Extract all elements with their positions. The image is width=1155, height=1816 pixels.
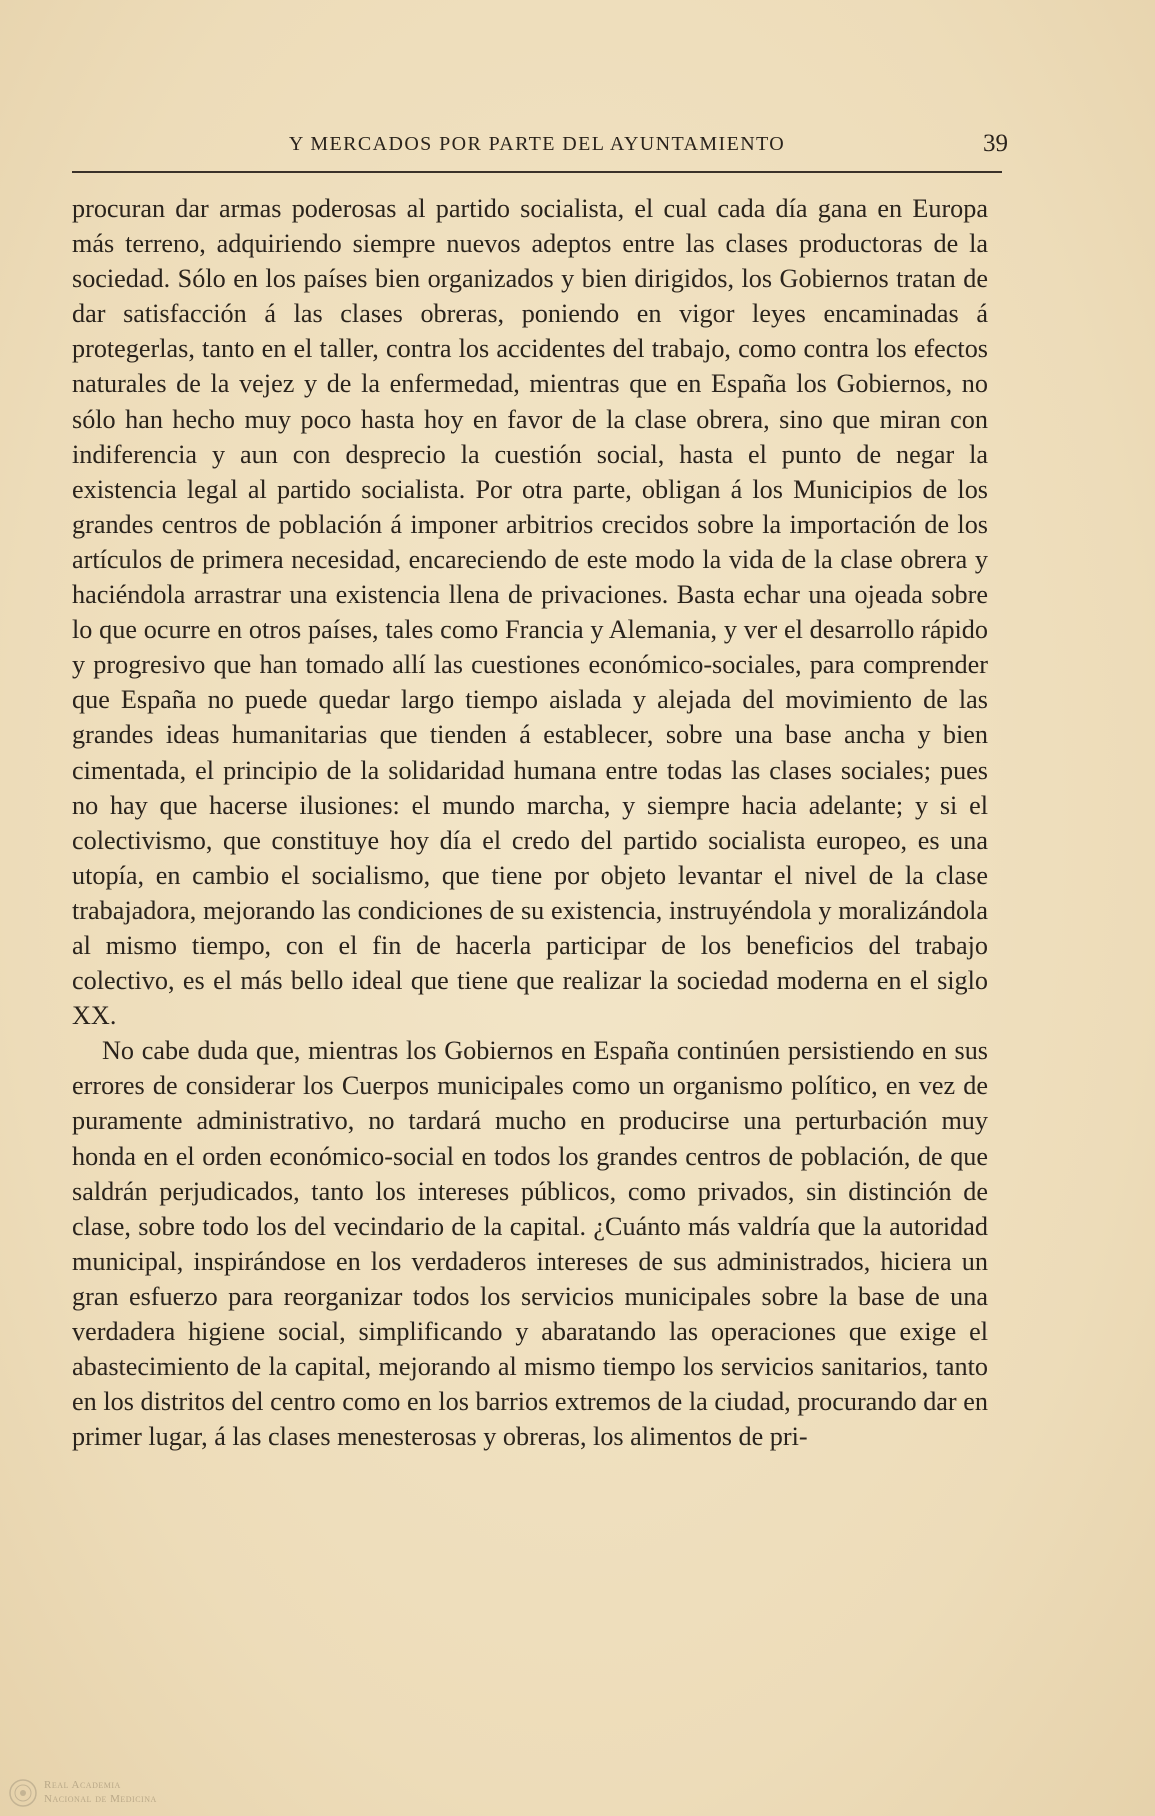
stamp-text: [44, 1778, 157, 1806]
stamp-line-2: Nacional de Medicina: [44, 1793, 157, 1805]
running-title: Y MERCADOS POR PARTE DEL AYUNTAMIENTO: [288, 133, 786, 155]
paragraph-2: No cabe duda que, mientras los Gobiernos en España continúen persistiendo en sus errores de considerar los Cuerpos municipales como un organismo político, en vez de puramente administrativo, no tardará mucho en producirse una perturbación muy honda en el orden económico-social en todos los grandes centros de población, de que saldrán perjudicados, tanto los intereses públicos, como privados, sin distinción de clase, sobre todo los del vecindario de la capital. ¿Cuánto más valdría que la autoridad municipal, inspirándose en los verdaderos intereses de sus administrados, hiciera un gran esfuerzo para reorganizar todos los servicios municipales sobre la base de una verdadera higiene social, simplificando y abaratando las operaciones que exige el abastecimiento de la capital, mejorando al mismo tiempo los servicios sanitarios, tanto en los distritos del centro como en los barrios extremos de la ciudad, procurando dar en primer lugar, á las clases menesterosas y obreras, los alimentos de pri-: [72, 1036, 988, 1452]
running-head: [72, 128, 1008, 160]
body-text: [72, 191, 988, 1454]
paragraph-1: procuran dar armas poderosas al partido socialista, el cual cada día gana en Europa más terreno, adquiriendo siempre nuevos adeptos entre las clases productoras de la sociedad. Sólo en los países bien organizados y bien dirigidos, los Gobiernos tratan de dar satisfacción á las clases obreras, poniendo en vigor leyes encaminadas á protegerlas, tanto en el taller, contra los accidentes del trabajo, como contra los efectos naturales de la vejez y de la enfermedad, mientras que en España los Gobiernos, no sólo han hecho muy poco hasta hoy en favor de la clase obrera, sino que miran con indiferencia y aun con desprecio la cuestión social, hasta el punto de negar la existencia legal al partido socialista. Por otra parte, obligan á los Municipios de los grandes centros de población á imponer arbitrios crecidos sobre la importación de los artículos de primera necesidad, encareciendo de este modo la vida de la clase obrera y haciéndola arrastrar una existencia llena de privaciones. Basta echar una ojeada sobre lo que ocurre en otros países, tales como Francia y Alemania, y ver el desarrollo rápido y progresivo que han tomado allí las cuestiones económico-sociales, para comprender que España no puede quedar largo tiempo aislada y alejada del movimiento de las grandes ideas humanitarias que tienden á establecer, sobre una base ancha y bien cimentada, el principio de la solidaridad humana entre todas las clases sociales; pues no hay que hacerse ilusiones: el mundo marcha, y siempre hacia adelante; y si el colectivismo, que constituye hoy día el credo del partido socialista europeo, es una utopía, en cambio el socialismo, que tiene por objeto levantar el nivel de la clase trabajadora, mejorando las condiciones de su existencia, instruyéndola y moralizándola al mismo tiempo, con el fin de hacerla participar de los beneficios del trabajo colectivo, es el más bello ideal que tiene que realizar la sociedad moderna en el siglo XX.: [72, 194, 988, 1031]
seal-icon: [8, 1778, 38, 1808]
page-number: 39: [983, 130, 1008, 157]
header-rule: [72, 171, 1002, 173]
library-stamp: [8, 1776, 208, 1812]
stamp-line-1: Real Academia: [44, 1779, 121, 1791]
